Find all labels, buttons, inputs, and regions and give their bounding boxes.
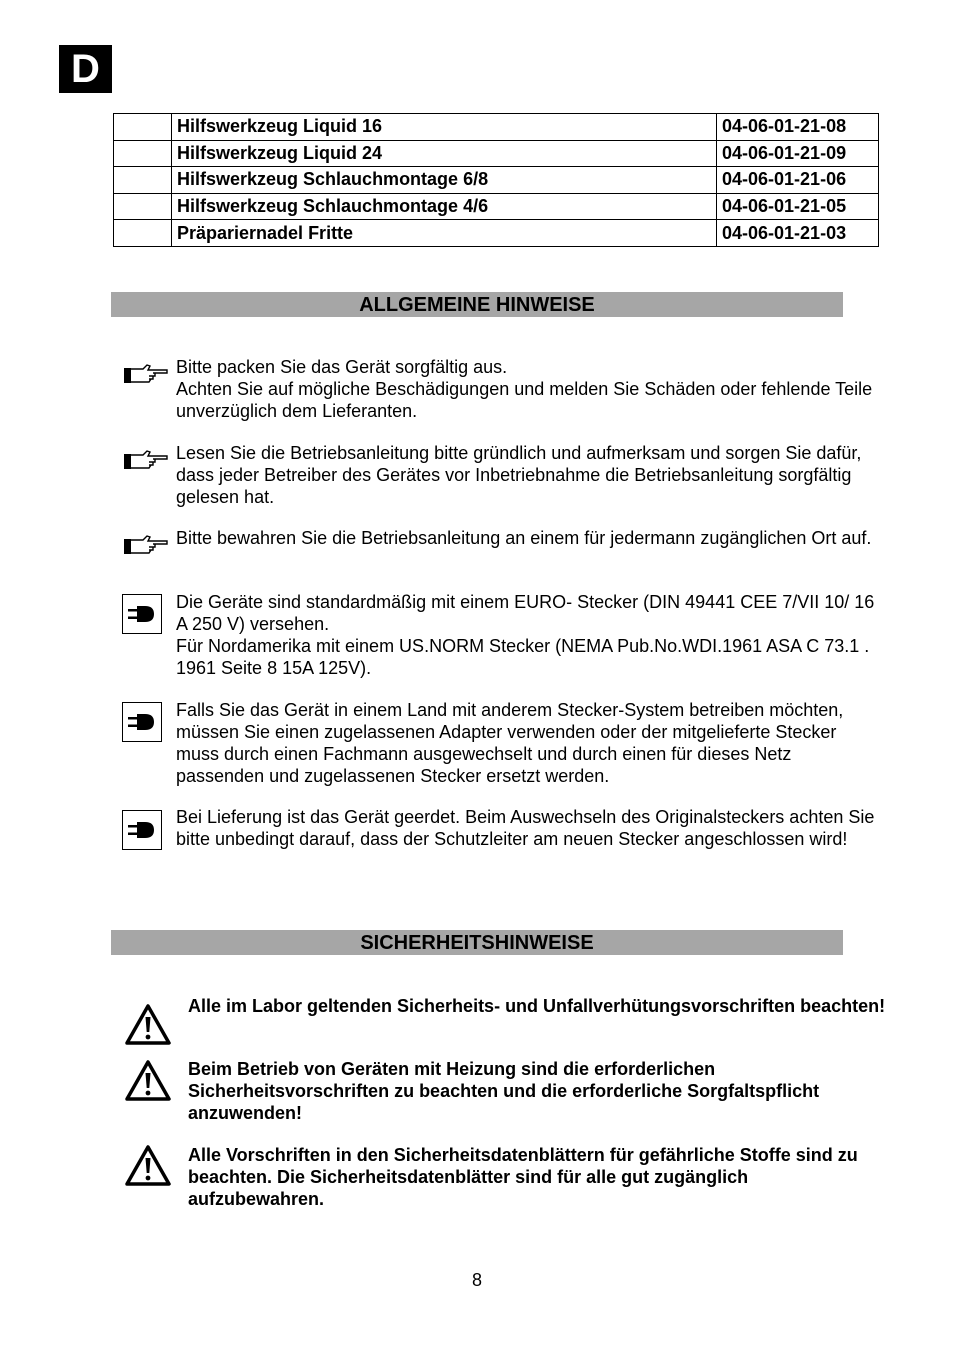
parts-table	[113, 113, 879, 247]
general-note	[176, 591, 881, 679]
table-cell-index	[114, 114, 172, 141]
warning-triangle-icon	[124, 1144, 172, 1188]
safety-warning: Alle im Labor geltenden Sicherheits- und Unfallverhütungsvorschriften beachten!	[188, 996, 886, 1016]
pointing-hand-icon	[123, 361, 169, 387]
safety-warning: Alle Vorschriften in den Sicherheitsdatenblättern für gefährliche Stoffe sind zu beachten. Die Sicherheitsdatenblätter sind für alle gut zugänglich aufzubewahren.	[188, 1145, 858, 1209]
table-cell-number: 04-06-01-21-03	[717, 220, 879, 247]
section-heading-general: ALLGEMEINE HINWEISE	[111, 292, 843, 317]
table-cell-number: 04-06-01-21-08	[717, 114, 879, 141]
table-cell-number: 04-06-01-21-05	[717, 193, 879, 220]
pointing-hand-icon	[123, 532, 169, 558]
note-line: Bitte packen Sie das Gerät sorgfältig aus.	[176, 357, 508, 377]
general-note	[176, 806, 881, 850]
safety-warning: Beim Betrieb von Geräten mit Heizung sind die erforderlichen Sicherheitsvorschriften zu beachten und die erforderliche Sorgfaltspflicht anzuwenden!	[188, 1059, 820, 1123]
table-cell-index	[114, 220, 172, 247]
pointing-hand-icon	[123, 447, 169, 473]
general-note	[176, 699, 881, 787]
table-cell-name: Präpariernadel Fritte	[172, 220, 717, 247]
note-line: Bei Lieferung ist das Gerät geerdet. Beim Auswechseln des Originalsteckers achten Sie bitte unbedingt darauf, dass der Schutzleiter am neuen Stecker angeschlossen wird!	[176, 807, 875, 849]
table-row	[114, 114, 879, 141]
general-note	[176, 527, 881, 549]
table-cell-number: 04-06-01-21-09	[717, 140, 879, 167]
table-row	[114, 140, 879, 167]
table-cell-name: Hilfswerkzeug Schlauchmontage 6/8	[172, 167, 717, 194]
note-line: Achten Sie auf mögliche Beschädigungen und melden Sie Schäden oder fehlende Teile unverzüglich dem Lieferanten.	[176, 379, 873, 421]
plug-icon	[122, 702, 162, 742]
table-row	[114, 167, 879, 194]
table-row	[114, 193, 879, 220]
note-line: Falls Sie das Gerät in einem Land mit anderem Stecker-System betreiben möchten, müssen Sie einen zugelassenen Adapter verwenden oder der mitgelieferte Stecker muss durch einen Fachmann ausgewechselt und durch einen für dieses Netz passenden und zugelassenen Stecker ersetzt werden.	[176, 700, 844, 786]
warning-triangle-icon	[124, 1059, 172, 1103]
table-cell-name: Hilfswerkzeug Liquid 16	[172, 114, 717, 141]
table-cell-index	[114, 167, 172, 194]
note-line: Lesen Sie die Betriebsanleitung bitte gründlich und aufmerksam und sorgen Sie dafür, dass jeder Betreiber des Gerätes vor Inbetriebnahme die Betriebsanleitung sorgfältig gelesen hat.	[176, 443, 862, 507]
section-heading-safety: SICHERHEITSHINWEISE	[111, 930, 843, 955]
table-cell-name: Hilfswerkzeug Schlauchmontage 4/6	[172, 193, 717, 220]
general-note	[176, 356, 881, 422]
note-line: Für Nordamerika mit einem US.NORM Stecker (NEMA Pub.No.WDI.1961 ASA C 73.1 . 1961 Seite 8 15A 125V).	[176, 636, 870, 678]
note-line: Die Geräte sind standardmäßig mit einem EURO- Stecker (DIN 49441 CEE 7/VII 10/ 16 A 250 V) versehen.	[176, 592, 875, 634]
note-line: Bitte bewahren Sie die Betriebsanleitung an einem für jedermann zugänglichen Ort auf.	[176, 528, 872, 548]
general-note	[176, 442, 881, 508]
table-cell-name: Hilfswerkzeug Liquid 24	[172, 140, 717, 167]
table-cell-index	[114, 140, 172, 167]
table-cell-number: 04-06-01-21-06	[717, 167, 879, 194]
plug-icon	[122, 810, 162, 850]
table-row	[114, 220, 879, 247]
warning-triangle-icon	[124, 1003, 172, 1047]
language-badge: D	[59, 45, 112, 93]
page-number: 8	[471, 1270, 482, 1290]
plug-icon	[122, 594, 162, 634]
table-cell-index	[114, 193, 172, 220]
